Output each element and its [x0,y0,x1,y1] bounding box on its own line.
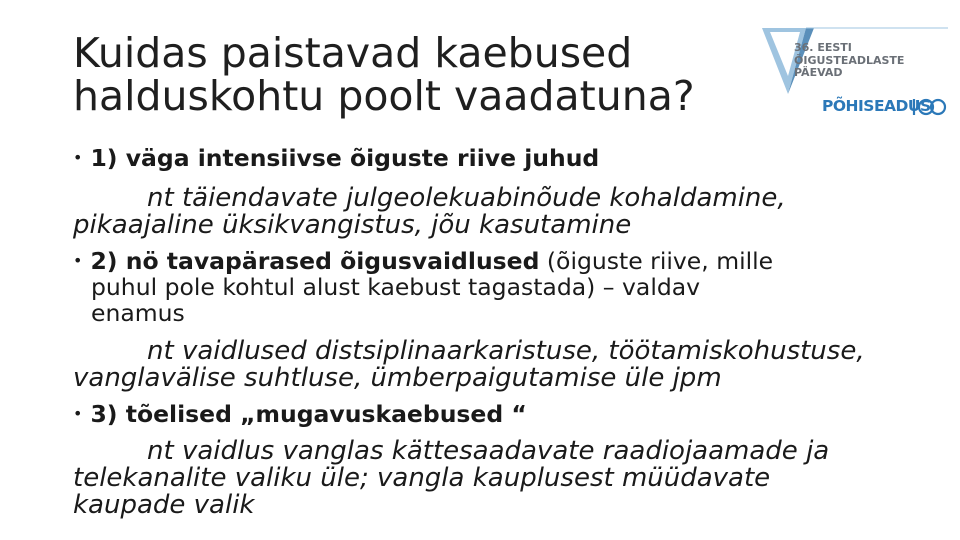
bullet-dot: • [73,251,83,270]
example-1-line-1: nt täiendavate julgeolekuabinõude kohaldamine, [147,183,786,213]
logo-tagline: PÕHISEADUS [822,97,931,115]
example-3-line-2: telekanalite valiku üle; vangla kauplusest müüdavate [73,463,771,493]
bullet-heading-2: 2) nö tavapärased õigusvaidlused [90,247,540,275]
bullet-2-cont-1: puhul pole kohtul alust kaebust tagastada) – valdav [91,273,701,301]
bullet-heading-1: 1) väga intensiivse õiguste riive juhud [90,144,600,172]
bullet-heading-3: 3) tõelised „mugavuskaebused “ [90,400,527,428]
example-2-line-1: nt vaidlused distsiplinaarkaristuse, töötamiskohustuse, [147,336,865,366]
example-3-line-3: kaupade valik [73,490,255,520]
logo-line-2: ÕIGUSTEADLASTE [794,53,905,67]
title-line-2: halduskohtu poolt vaadatuna? [73,72,695,120]
logo-line-1: 36. EESTI [794,41,852,54]
logo-line-3: PÄEVAD [794,66,843,79]
example-3-line-1: nt vaidlus vanglas kättesaadavate raadiojaamade ja [147,436,830,466]
bullet-dot: • [73,404,83,423]
example-1-line-2: pikaajaline üksikvangistus, jõu kasutamine [73,210,632,240]
title-line-1: Kuidas paistavad kaebused [73,29,633,77]
bullet-item-3 [73,401,527,427]
bullet-heading-2-rest: (õiguste riive, mille [539,247,774,275]
example-2-line-2: vanglavälise suhtluse, ümberpaigutamise üle jpm [73,363,722,393]
bullet-item-2 [73,248,773,274]
bullet-item-1 [73,145,599,171]
bullet-dot: • [73,148,83,167]
bullet-2-cont-2: enamus [91,299,185,327]
